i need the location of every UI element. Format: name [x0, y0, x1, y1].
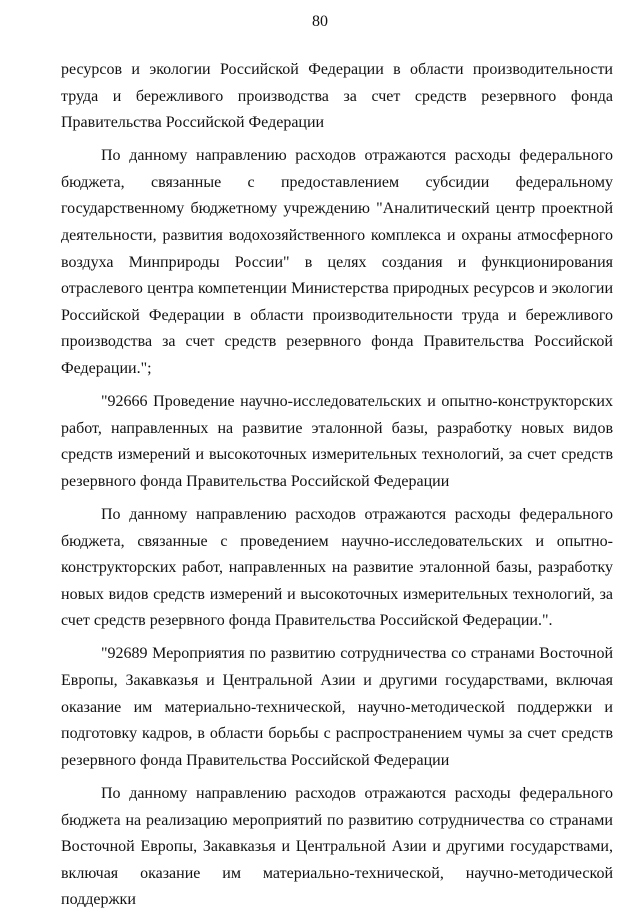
paragraph-code-92689: "92689 Мероприятия по развитию сотрудничества со странами Восточной Европы, Закавказья и Центральной Азии и другими государствами, включая оказание им материально-технической, научно-методической поддержки и подготовку кадров, в области борьбы с распространением чумы за счет средств резервного фонда Правительства Российской Федерации [61, 645, 613, 769]
paragraph-expense-description: По данному направлению расходов отражаются расходы федерального бюджета на реализацию мероприятий по развитию сотрудничества со странами Восточной Европы, Закавказья и Центральной Азии и другими государствами, включая оказание им материально-технической, научно-методической поддержки [61, 784, 613, 909]
document-body [61, 57, 613, 920]
page-number: 80 [312, 13, 328, 30]
paragraph-code-92666: "92666 Проведение научно-исследовательских и опытно-конструкторских работ, направленных на развитие эталонной базы, разработку новых видов средств измерений и высокоточных измерительных технологий, за счет средств резервного фонда Правительства Российской Федерации [61, 393, 613, 490]
paragraph-expense-description: По данному направлению расходов отражаются расходы федерального бюджета, связанные с проведением научно-исследовательских и опытно-конструкторских работ, направленных на развитие эталонной базы, разработку новых видов средств измерений и высокоточных измерительных технологий, за счет средств резервного фонда Правительства Российской Федерации.". [61, 506, 613, 630]
paragraph-expense-description: По данному направлению расходов отражаются расходы федерального бюджета, связанные с предоставлением субсидии федеральному государственному бюджетному учреждению "Аналитический центр проектной деятельности, развития водохозяйственного комплекса и охраны атмосферного воздуха Минприроды России" в целях создания и функционирования отраслевого центра компетенции Министерства природных ресурсов и экологии Российской Федерации в области производительности труда и бережливого производства за счет средств резервного фонда Правительства Российской Федерации."; [61, 147, 613, 378]
paragraph-continued: ресурсов и экологии Российской Федерации в области производительности труда и бережливого производства за счет средств резервного фонда Правительства Российской Федерации [61, 61, 613, 132]
